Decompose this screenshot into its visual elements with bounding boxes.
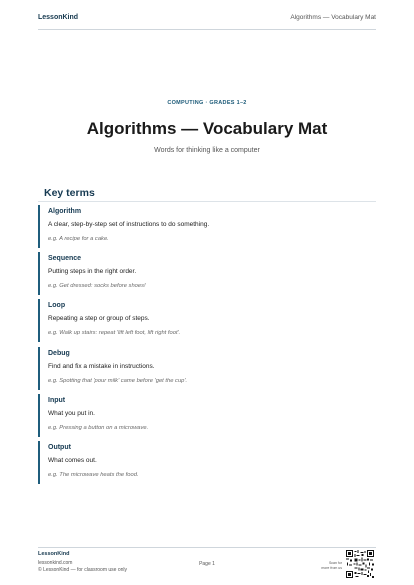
term-definition: What you put in.	[48, 409, 95, 417]
term-name: Debug	[48, 349, 70, 357]
term-card-sequence	[38, 252, 376, 295]
term-name: Input	[48, 396, 66, 404]
term-definition: Find and fix a mistake in instructions.	[48, 362, 155, 370]
page-number: Page 1	[199, 561, 215, 567]
footer-divider	[38, 547, 376, 548]
page-title: Algorithms — Vocabulary Mat	[86, 119, 328, 138]
term-example: e.g. The microwave heats the food.	[48, 471, 139, 478]
section-title: Key terms	[44, 187, 95, 199]
term-card-debug	[38, 347, 376, 390]
header-doc-title: Algorithms — Vocabulary Mat	[290, 14, 376, 21]
term-card-output	[38, 441, 376, 484]
term-definition: A clear, step-by-step set of instructions to do something.	[48, 221, 210, 228]
term-name: Sequence	[48, 255, 82, 263]
footer-brand: LessonKind	[38, 551, 70, 557]
footer-copyright: © LessonKind — for classroom use only	[38, 567, 128, 573]
section-divider	[38, 201, 376, 202]
term-definition: Repeating a step or group of steps.	[48, 315, 150, 323]
term-name: Loop	[48, 302, 66, 310]
page-subtitle: Words for thinking like a computer	[154, 147, 260, 154]
term-example: e.g. A recipe for a cake.	[48, 236, 109, 242]
qr-caption	[300, 561, 342, 570]
qr-caption-line: Scan for	[328, 561, 342, 565]
header-brand: LessonKind	[38, 14, 79, 21]
term-card-input	[38, 394, 376, 437]
qr-caption-line: more from us	[321, 565, 342, 570]
term-example: e.g. Walk up stairs: repeat 'lift left foot, lift right foot'.	[48, 330, 181, 337]
term-definition: Putting steps in the right order.	[48, 268, 137, 276]
term-definition: What comes out.	[48, 456, 97, 464]
term-name: Algorithm	[48, 208, 82, 215]
term-card-algorithm	[38, 205, 376, 248]
qr-code-icon	[346, 550, 374, 578]
term-example: e.g. Spotting that 'pour milk' came before 'get the cup'.	[48, 377, 188, 384]
term-name: Output	[48, 443, 71, 451]
term-card-loop	[38, 299, 376, 342]
page-header	[0, 0, 414, 38]
term-example: e.g. Get dressed: socks before shoes!	[48, 283, 146, 290]
subject-eyebrow: COMPUTING · GRADES 1–2	[167, 100, 247, 106]
term-example: e.g. Pressing a button on a microwave.	[48, 424, 149, 431]
footer-site-link[interactable]: lessonkind.com	[38, 560, 73, 566]
terms-list	[38, 205, 376, 488]
header-divider	[38, 29, 376, 30]
